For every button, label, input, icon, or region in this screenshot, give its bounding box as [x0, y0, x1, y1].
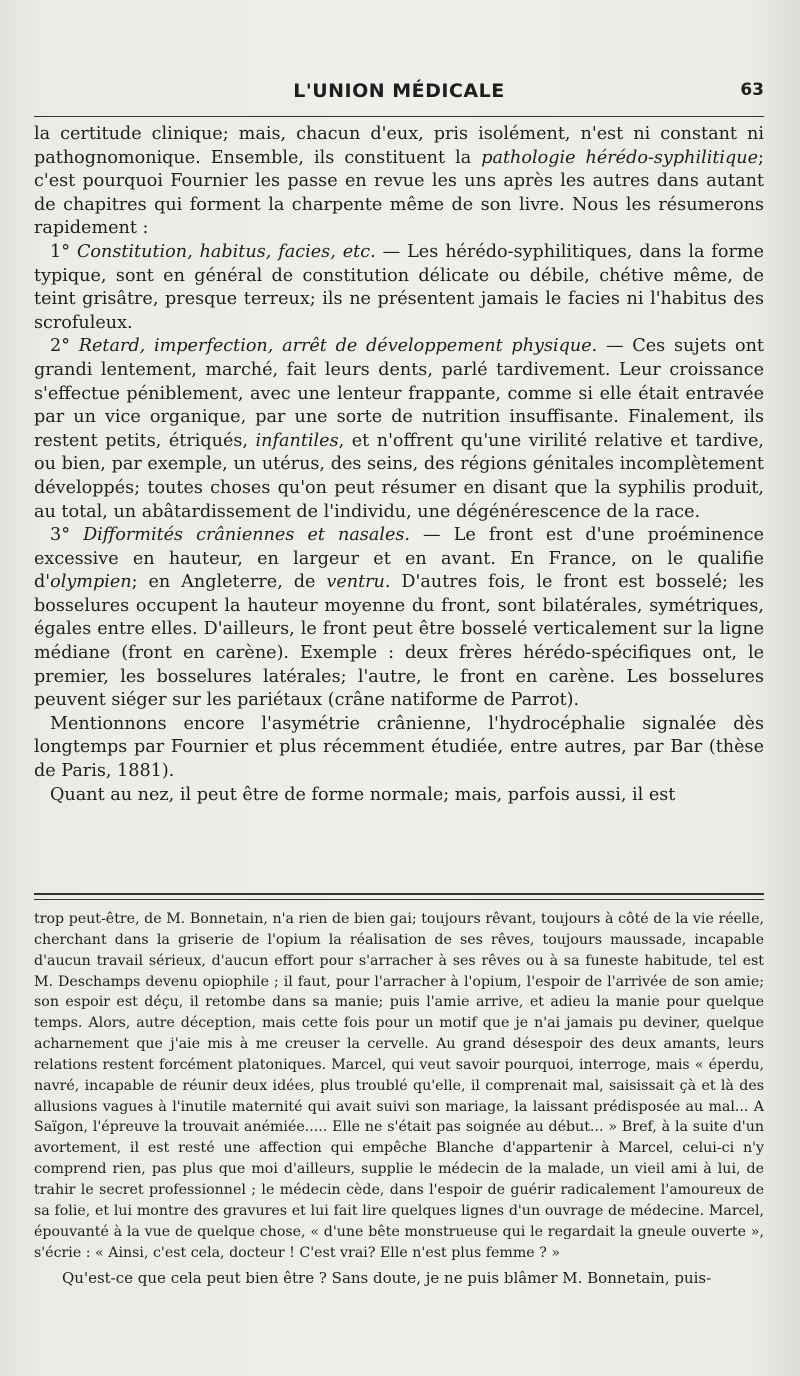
- paragraph-intro: [34, 123, 764, 241]
- section-heading: Retard, imperfection, arrêt de développement physique.: [78, 336, 598, 357]
- text-run: — Les hérédo-syphilitiques, dans la forme typique, sont en général de constitution délicate ou débile, chétive même, de teint grisâtre, presque terreux; ils ne présentent jamais le facies ni l'habitus des scrofuleux.: [34, 241, 764, 333]
- italic-term: pathologie hérédo-syphilitique: [481, 147, 759, 168]
- text-run: — Le front est d'une proéminence excessive en hauteur, en largeur et en avant. En France, on le qualifie d': [34, 525, 764, 593]
- running-head: [34, 80, 764, 112]
- paragraph-retard: [34, 335, 764, 524]
- section-number: 2°: [50, 336, 79, 357]
- journal-title: L'UNION MÉDICALE: [293, 80, 505, 102]
- text-run: — Ces sujets ont grandi lentement, marché, fait leurs dents, parlé tardivement. Leur croissance s'effectue péniblement, avec une lenteur frappante, comme si elle était entravée par un vice organique, par une sorte de nutrition insuffisante. Finalement, ils restent petits, étriqués,: [34, 336, 765, 451]
- page-number: 63: [740, 80, 764, 100]
- italic-term: olympien: [50, 572, 132, 593]
- paragraph-nez: Quant au nez, il peut être de forme normale; mais, parfois aussi, il est: [50, 784, 676, 805]
- footnote-paragraph-last: Qu'est-ce que cela peut bien être ? Sans doute, je ne puis blâmer M. Bonnetain, puis-: [62, 1269, 712, 1288]
- footnote: [34, 909, 764, 1289]
- text-run: ; en Angleterre, de: [131, 572, 327, 593]
- paragraph-difformites: [34, 524, 764, 713]
- text-run: la certitude clinique; mais, chacun d'eux, pris isolément, n'est ni constant ni pathognomonique. Ensemble, ils constituent la: [34, 124, 764, 168]
- footnote-rule: [34, 893, 764, 900]
- section-number: 1°: [50, 241, 77, 262]
- footnote-paragraph: trop peut-être, de M. Bonnetain, n'a rien de bien gai; toujours rêvant, toujours à côté de la vie réelle, cherchant dans la griserie de l'opium la réalisation de ses rêves, toujours maussade, incapable d'aucun travail sérieux, d'aucun effort pour s'arracher à ses rêves ou à sa funeste habitude, tel est M. Deschamps devenu opiophile ; il faut, pour l'arracher à l'opium, l'espoir de l'arrivée de son amie; son espoir est déçu, il retombe dans sa manie; puis l'amie arrive, et adieu la manie pour quelque temps. Alors, autre déception, mais cette fois pour un motif que je n'ai jamais pu deviner, quelque acharnement que j'aie mis à me creuser la cervelle. Au grand désespoir des deux amants, leurs relations restent forcément platoniques. Marcel, qui veut savoir pourquoi, interroge, mais « éperdu, navré, incapable de réunir deux idées, plus troublé qu'elle, il comprenait mal, saisissait çà et là des allusions vagues à l'inutile maternité qui avait suivi son mariage, la laissant prédisposée au mal... A Saïgon, l'épreuve la trouvait anémiée..... Elle ne s'était pas soignée au début... » Bref, à la suite d'un avortement, il est resté une affection qui empêche Blanche d'appartenir à Marcel, celui-ci n'y comprend rien, pas plus que moi d'ailleurs, supplie le médecin de la malade, un vieil ami à lui, de trahir le secret professionnel ; le médecin cède, dans l'espoir de guérir radicalement l'amoureux de sa folie, et lui montre des gravures et lui fait lire quelques lignes d'un ouvrage de médecine. Marcel, épouvanté à la vue de quelque chose, « d'une bête monstrueuse qui le regardait la gneule ouverte », s'écrie : « Ainsi, c'est cela, docteur ! C'est vrai? Elle n'est plus femme ? »: [34, 911, 764, 1261]
- section-number: 3°: [50, 525, 84, 546]
- text-run: , et n'offrent qu'une virilité relative et tardive, ou bien, par exemple, un utérus, des seins, des régions génitales incomplètement développés; toutes choses qu'on peut résumer en disant que la syphilis produit, au total, un abâtardissement de l'individu, une dégénérescence de la race.: [34, 430, 764, 522]
- italic-term: ventru: [326, 572, 385, 593]
- text-run: . D'autres fois, le front est bosselé; les bosselures occupent la hauteur moyenne du front, sont bilatérales, symétriques, égales entre elles. D'ailleurs, le front peut être bosselé verticalement sur la ligne médiane (front en carène). Exemple : deux frères hérédo-spécifiques ont, le premier, les bosselures latérales; l'autre, le front en carène. Les bosselures peuvent siéger sur les pariétaux (crâne natiforme de Parrot).: [34, 572, 764, 711]
- paragraph-asymetrie: Mentionnons encore l'asymétrie crânienne, l'hydrocéphalie signalée dès longtemps par Fournier et plus récemment étudiée, entre autres, par Bar (thèse de Paris, 1881).: [34, 713, 764, 782]
- section-heading: Difformités crâniennes et nasales.: [83, 525, 410, 546]
- header-rule: [34, 116, 764, 117]
- main-text: [34, 123, 764, 807]
- section-heading: Constitution, habitus, facies, etc.: [76, 241, 376, 262]
- paragraph-constitution: [34, 241, 764, 335]
- italic-term: infantiles: [255, 430, 339, 451]
- text-run: ; c'est pourquoi Fournier les passe en revue les uns après les autres dans autant de chapitres qui forment la charpente même de son livre. Nous les résumerons rapidement :: [34, 147, 764, 239]
